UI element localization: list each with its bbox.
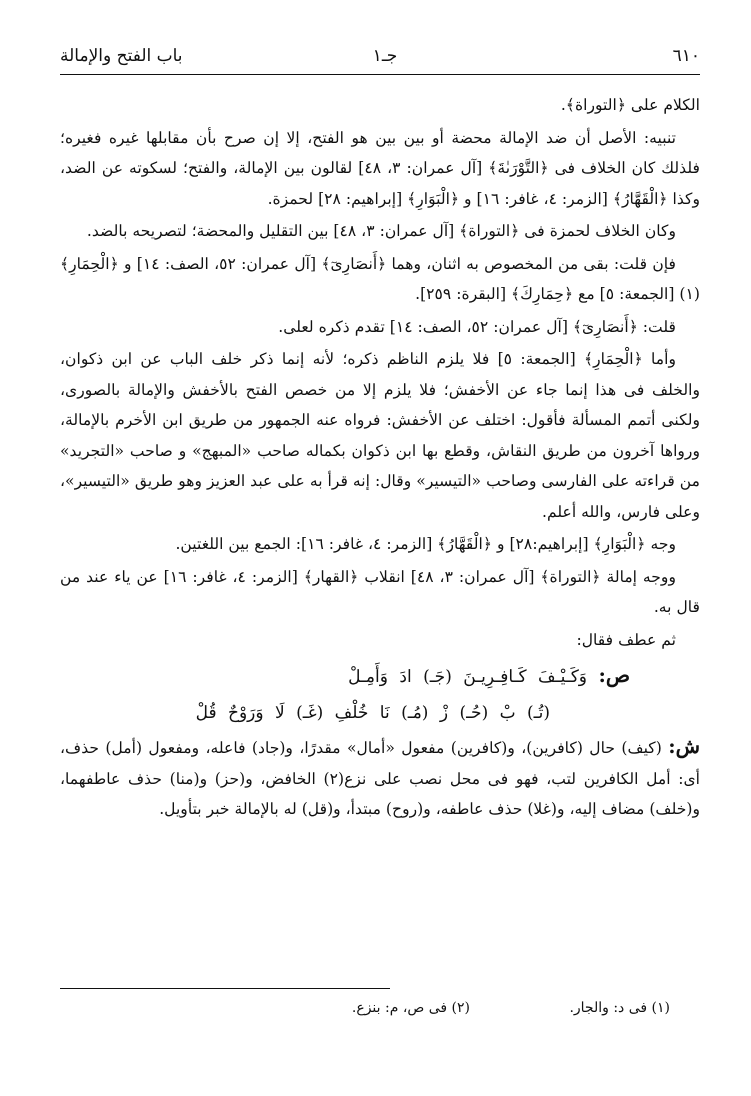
verse-line-1 xyxy=(60,657,700,695)
paragraph-9: ثم عطف فقال: xyxy=(576,630,676,649)
volume-label: جـ١ xyxy=(372,46,398,66)
document-page xyxy=(60,40,700,1060)
chapter-title: باب الفتح والإمالة xyxy=(60,46,183,66)
verse-text-2: (تُـ) بْ (حُـ) زْ (مُـ) نَا خُلْفِ (غَـ) لَا وَرَوْحٌ قُلْ xyxy=(195,703,550,723)
paragraph-8: ووجه إمالة ﴿التوراة﴾ [آل عمران: ٣، ٤٨] انقلاب ﴿القهار﴾ [الزمر: ٤، غافر: ١٦] عن ياء عند من قال به. xyxy=(60,567,700,616)
verse-marker: ص: xyxy=(598,663,630,687)
footnote-rule xyxy=(60,988,390,989)
footnote-1: (١) فى د: والجار. xyxy=(569,1000,670,1016)
commentary xyxy=(60,731,700,825)
paragraph-2: تنبيه: الأصل أن ضد الإمالة محضة أو بين بين هو الفتح، إلا إن صرح بأن مقابلها غيره فغيره؛ فلذلك كان الخلاف فى ﴿التَّوْرَىٰةَ﴾ [آل عمران: ٣، ٤٨] لقالون بين الإمالة، والفتح؛ لسكوته عن الضد، وكذا ﴿الْقَهَّارُ﴾ [الزمر: ٤، غافر: ١٦] و ﴿الْبَوَارِ﴾ [إبراهيم: ٢٨] لحمزة. xyxy=(60,128,700,208)
page-body xyxy=(60,90,700,827)
page-number: ٦١٠ xyxy=(672,46,700,66)
paragraph-3: وكان الخلاف لحمزة فى ﴿التوراة﴾ [آل عمران: ٣، ٤٨] بين التقليل والمحضة؛ لتصريحه بالضد. xyxy=(86,222,676,240)
paragraph-5: قلت: ﴿أَنصَارِىٓ﴾ [آل عمران: ٥٢، الصف: ١٤] تقدم ذكره لعلى. xyxy=(278,317,676,336)
paragraph-6: وأما ﴿الْحِمَارِ﴾ [الجمعة: ٥] فلا يلزم الناظم ذكره؛ لأنه إنما ذكر خلف الباب عن ابن ذكوان، والخلف فى هذا إنما جاء عن الأخفش؛ فلا يلزم إلا من خصص الفتح بالأخفش والإمالة بالصورى، ولكنى أتمم المسألة فأقول: اختلف عن الأخفش: فرواه عنه الجمهور من طريق ابن الأخرم بالإمالة، ورواها آخرون من طريق النقاش، وقطع بها ابن ذكوان بكماله صاحب «المبهج» و صاحب «التجريد» من قراءته على الفارسى وصاحب «التيسير» وقال: إنه قرأ به على عبد العزيز وهو طريق «التيسير»، وعلى فارس، والله أعلم. xyxy=(60,350,700,521)
header-rule xyxy=(60,74,700,75)
commentary-marker: ش: xyxy=(668,734,700,758)
paragraph-4: فإن قلت: بقى من المخصوص به اثنان، وهما ﴿أَنصَارِىٓ﴾ [آل عمران: ٥٢، الصف: ١٤] و ﴿الْحِمَارِ﴾(١) [الجمعة: ٥] مع ﴿حِمَارِكَ﴾ [البقرة: ٢٥٩]. xyxy=(60,254,700,303)
footnote-2: (٢) فى ص، م: بنزع. xyxy=(351,1000,470,1016)
verse-text-1: وَكَـيْـفَ كَـافِـرِيـنَ (جَـ) ادَ وَأَمِـلْ xyxy=(348,667,588,687)
paragraph-7: وجه ﴿الْبَوَارِ﴾ [إبراهيم:٢٨] و ﴿الْقَهَّارُ﴾ [الزمر: ٤، غافر: ١٦]: الجمع بين اللغتين. xyxy=(175,535,676,553)
page-header xyxy=(60,40,700,72)
verse-line-2 xyxy=(60,695,700,731)
paragraph-1: الكلام على ﴿التوراة﴾. xyxy=(560,96,700,114)
commentary-text: (كيف) حال (كافرين)، و(كافرين) مفعول «أمال» مقدرًا، و(جاد) فاعله، ومفعول (أمل) حذف، أى: أمل الكافرين لتب، فهو فى محل نصب على نزع(٢) الخافض، و(حز) و(منا) حذف عاطفهما، و(خلف) مضاف إليه، و(غلا) حذف عاطفه، و(روح) مبتدأ، و(قل) له بالإمالة خبر بتأويل. xyxy=(60,739,701,818)
